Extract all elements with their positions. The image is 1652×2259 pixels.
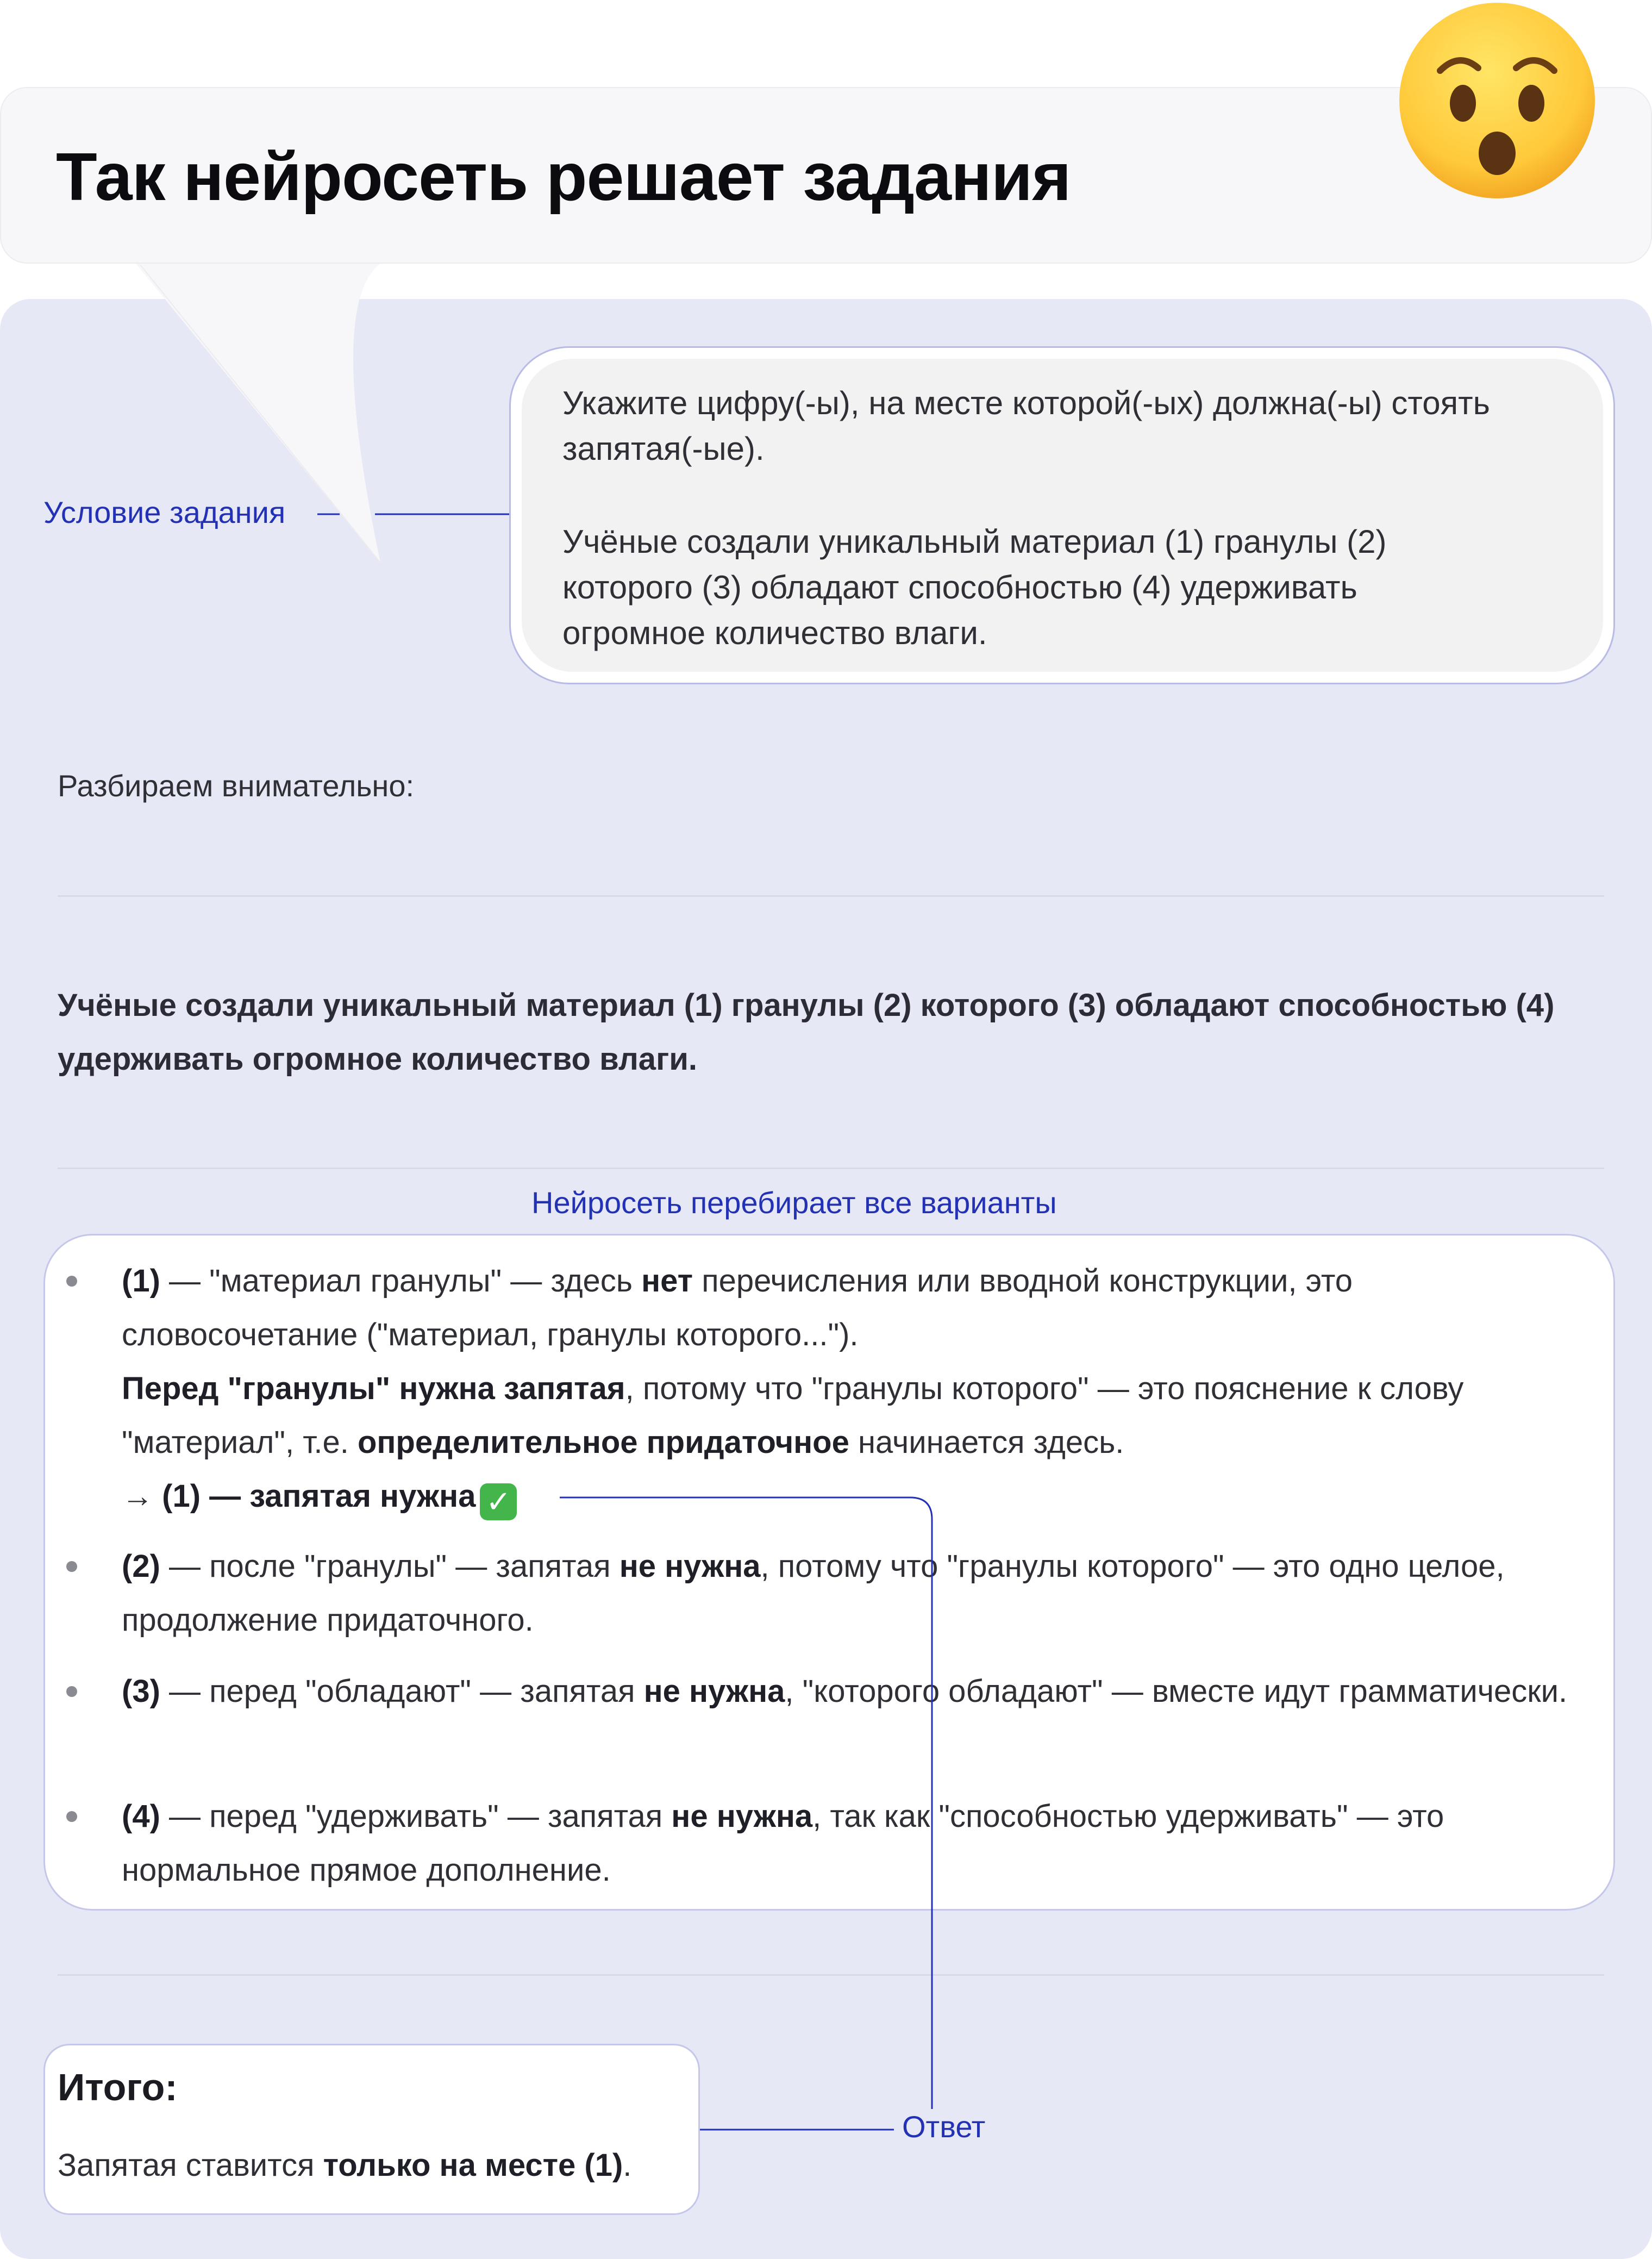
hushed-face-emoji-icon	[1397, 0, 1598, 201]
task-sentence: Учёные создали уникальный материал (1) гранулы (2) которого (3) обладают способностью (4) удерживать огромное количество влаги.	[562, 523, 1387, 651]
text-fragment: — перед "удерживать" — запятая	[160, 1799, 672, 1834]
summary-text	[58, 2147, 631, 2183]
analysis-heading: Разбираем внимательно:	[58, 769, 415, 803]
variant-line	[122, 1539, 1589, 1647]
bullet	[66, 1276, 77, 1287]
text-fragment: , "которого обладают" — вместе идут грамматически.	[785, 1674, 1568, 1709]
text-fragment: перечисления или вводной конструкции, это словосочетание ("материал, гранулы которого...").	[122, 1263, 1353, 1352]
variant-item	[122, 1664, 1589, 1718]
summary-title: Итого:	[58, 2066, 178, 2108]
bold-fragment: (2)	[122, 1549, 160, 1584]
summary-bold: только на месте (1)	[323, 2148, 623, 2183]
page-title: Так нейросеть решает задания	[56, 140, 1071, 215]
bold-fragment: нет	[641, 1263, 693, 1299]
speech-tail	[0, 255, 435, 582]
variant-item	[122, 1789, 1589, 1897]
text-fragment: →	[122, 1478, 162, 1514]
bullet	[66, 1561, 77, 1572]
text-fragment: начинается здесь.	[849, 1425, 1124, 1460]
variant-line	[122, 1664, 1589, 1718]
task-instruction: Укажите цифру(-ы), на месте которой(-ых) должна(-ы) стоять запятая(-ые).	[562, 385, 1490, 467]
bold-fragment: определительное придаточное	[357, 1425, 849, 1460]
bold-fragment: не нужна	[671, 1799, 813, 1834]
variant-item	[122, 1539, 1589, 1647]
annotation-answer: Ответ	[902, 2110, 986, 2144]
bold-fragment: не нужна	[643, 1674, 785, 1709]
variant-line	[122, 1362, 1589, 1469]
text-fragment: , так как "способностью удерживать" — это нормальное прямое дополнение.	[122, 1799, 1444, 1888]
annotation-condition: Условие задания	[43, 495, 286, 529]
text-fragment: , потому что "гранулы которого" — это одно целое, продолжение придаточного.	[122, 1549, 1505, 1638]
bold-fragment: не нужна	[619, 1549, 761, 1584]
divider	[58, 1168, 1604, 1169]
variant-line	[122, 1254, 1589, 1362]
summary-prefix: Запятая ставится	[58, 2148, 323, 2183]
text-fragment: — после "гранулы" — запятая	[160, 1549, 620, 1584]
bold-fragment: (4)	[122, 1799, 160, 1834]
bullet	[66, 1686, 77, 1697]
check-mark-button-icon: ✓	[480, 1483, 517, 1520]
text-fragment: — перед "обладают" — запятая	[160, 1674, 644, 1709]
bold-fragment: (1)	[122, 1263, 160, 1299]
bullet	[66, 1811, 77, 1822]
bold-fragment: (3)	[122, 1674, 160, 1709]
annotation-iterates: Нейросеть перебирает все варианты	[531, 1185, 1057, 1220]
text-fragment: — "материал гранулы" — здесь	[160, 1263, 642, 1299]
text-fragment: , потому что "гранулы которого" — это пояснение к слову "материал", т.е.	[122, 1371, 1464, 1460]
divider	[58, 895, 1604, 897]
bold-sentence: Учёные создали уникальный материал (1) гранулы (2) которого (3) обладают способностью (4) удерживать огромное количество влаги.	[58, 988, 1555, 1077]
summary-suffix: .	[623, 2148, 632, 2183]
bold-fragment: (1) — запятая нужна	[162, 1478, 476, 1514]
divider	[58, 1974, 1604, 1976]
variant-line	[122, 1789, 1589, 1897]
variant-item	[122, 1254, 1589, 1523]
bold-fragment: Перед "гранулы" нужна запятая	[122, 1371, 625, 1406]
variant-line	[122, 1469, 1589, 1523]
